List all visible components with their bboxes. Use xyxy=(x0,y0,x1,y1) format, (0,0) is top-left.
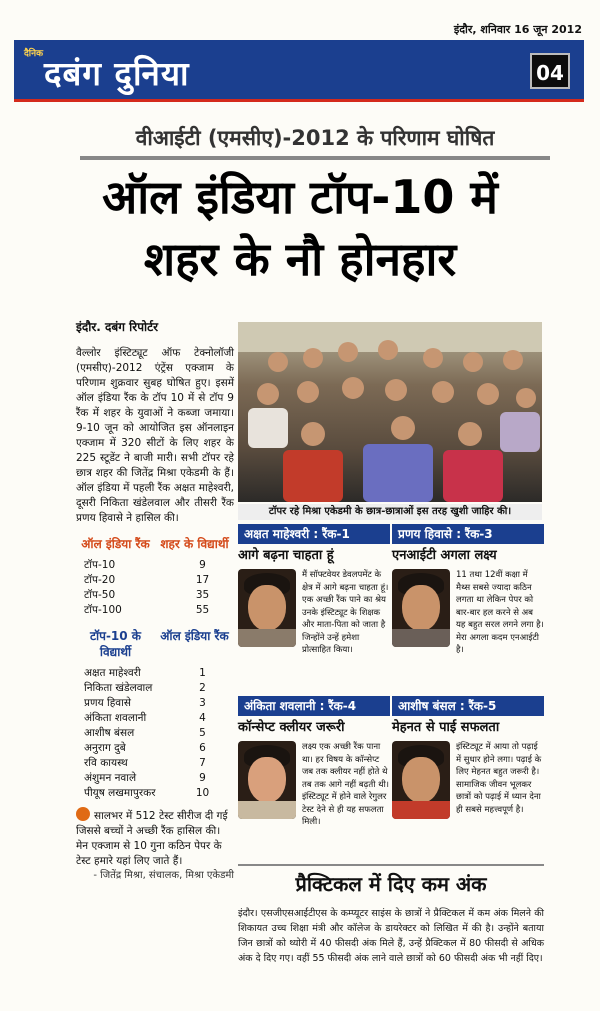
table-cell: 5 xyxy=(199,727,206,739)
table-cell: टॉप-100 xyxy=(84,604,122,616)
card-header: अंकिता शवलानी : रैंक-4 xyxy=(238,696,390,716)
table1-body xyxy=(76,558,234,618)
table-cell: पीयूष लखमापुरकर xyxy=(84,787,156,799)
student-photo xyxy=(392,741,450,819)
table-row xyxy=(76,711,234,726)
student-photo xyxy=(238,741,296,819)
table1-header-students: शहर के विद्यार्थी xyxy=(160,537,229,551)
table-cell: निकिता खंडेलवाल xyxy=(84,682,153,694)
table-cell: 2 xyxy=(199,682,206,694)
table-row xyxy=(76,558,234,573)
card-title: कॉन्सेप्ट क्लीयर जरूरी xyxy=(238,720,345,735)
table-cell: अनुराग दुबे xyxy=(84,742,126,754)
card-body xyxy=(392,569,544,689)
table-row xyxy=(76,681,234,696)
card-header: अक्षत माहेश्वरी : रैंक-1 xyxy=(238,524,390,544)
kicker-wrap xyxy=(80,122,550,154)
table-row xyxy=(76,756,234,771)
lead-paragraph: वैल्लोर इंस्टिट्यूट ऑफ टेक्नोलॉजी (एमसीए)-2012 एंट्रेंस एक्जाम के परिणाम शुक्रवार सुबह घोषित हुए। इसमें ऑल इंडिया रैंक के टॉप 10 में से टॉप 9 रैंक में शहर के युवाओं ने कब्जा जमाया। 9-10 जून को आयोजित इस ऑनलाइन एक्जाम में 320 सीटों के लिए शहर के 225 स्टूडेंट ने बाजी मारी। सभी टॉपर रहे छात्र शहर की जितेंद्र मिश्रा एकेडमी के हैं। ऑल इंडिया में पहली रैंक अक्षत माहेश्वरी, दूसरी निकिता खंडेलवाल और तीसरी रैंक प्रणय हिवासे ने हासिल की। xyxy=(76,347,234,524)
masthead xyxy=(14,40,584,102)
table-cell: 35 xyxy=(195,589,210,601)
student-photo xyxy=(238,569,296,647)
card-text: मैं सॉफ्टवेयर डेवलपमेंट के क्षेत्र में आगे बढ़ना चाहता हूं। एक अच्छी रैंक पाने का श्रेय उनके इंस्टिट्यूट के शिक्षक और माता-पिता को जाता है जिन्होंने उन्हें हमेशा प्रोत्साहित किया। xyxy=(302,570,389,655)
table2-body xyxy=(76,666,234,801)
table-cell: 9 xyxy=(199,559,206,571)
byline: इंदौर. दबंग रिपोर्टर xyxy=(76,320,159,334)
quote-attribution: - जितेंद्र मिश्रा, संचालक, मिश्रा एकेडमी xyxy=(93,870,234,881)
photo-caption: टॉपर रहे मिश्रा एकेडमी के छात्र-छात्राओं इस तरह खुशी जाहिर की। xyxy=(238,504,542,520)
card-title: एनआईटी अगला लक्ष्य xyxy=(392,548,497,563)
table-cell: 6 xyxy=(199,742,206,754)
headline-line-2: शहर के नौ होनहार xyxy=(143,232,457,286)
table2-header xyxy=(76,628,234,660)
table-row xyxy=(76,786,234,801)
card-title: मेहनत से पाई सफलता xyxy=(392,720,500,735)
table-row xyxy=(76,666,234,681)
headline xyxy=(20,166,580,290)
student-card-rank-1 xyxy=(238,524,390,689)
masthead-tagline: दैनिक xyxy=(24,49,44,59)
table-cell: 7 xyxy=(199,757,206,769)
table-cell: 9 xyxy=(199,772,206,784)
table2-header-rank: ऑल इंडिया रैंक xyxy=(160,629,229,643)
page-number: 04 xyxy=(530,53,570,89)
table-cell: 17 xyxy=(195,574,210,586)
left-column xyxy=(76,346,234,883)
table-cell: प्रणय हिवासे xyxy=(84,697,131,709)
table-cell: 3 xyxy=(199,697,206,709)
group-photo xyxy=(238,322,542,502)
table-cell: 4 xyxy=(199,712,206,724)
table-cell: 10 xyxy=(195,787,210,799)
table-cell: 55 xyxy=(195,604,210,616)
table-row xyxy=(76,603,234,618)
table1-header-rank: ऑल इंडिया रैंक xyxy=(81,537,150,551)
card-body xyxy=(238,569,390,689)
table-cell: अंकिता शवलानी xyxy=(84,712,147,724)
card-header: प्रणय हिवासे : रैंक-3 xyxy=(392,524,544,544)
card-body xyxy=(238,741,390,861)
table-cell: अक्षत माहेश्वरी xyxy=(84,667,141,679)
table-row xyxy=(76,726,234,741)
quote-text: सालभर में 512 टेस्ट सीरीज दी गई जिससे बच्चों ने अच्छी रैंक हासिल की। मेन एक्जाम से 10 गुना कठिन पेपर के टेस्ट हमारे यहां लिए जाते हैं। xyxy=(76,810,228,867)
table-cell: टॉप-20 xyxy=(84,574,116,586)
table-row xyxy=(76,588,234,603)
card-text: लक्ष्य एक अच्छी रैंक पाना था। हर विषय के कॉन्सेप्ट जब तक क्लीयर नहीं होते थे तब तक आगे नहीं बढ़ती थी। इंस्टिट्यूट में होने वाले रेगुलर टेस्ट देने से ही यह सफलता मिली। xyxy=(302,742,390,827)
table-row xyxy=(76,741,234,756)
table-row xyxy=(76,771,234,786)
card-title: आगे बढ़ना चाहता हूं xyxy=(238,548,334,563)
student-card-rank-4 xyxy=(238,696,390,861)
story-title: प्रैक्टिकल में दिए कम अंक xyxy=(238,864,544,898)
director-quote xyxy=(76,807,234,869)
table-cell: टॉप-10 xyxy=(84,559,116,571)
card-header: आशीष बंसल : रैंक-5 xyxy=(392,696,544,716)
card-text: 11 तथा 12वीं कक्षा में मैथ्स सबसे ज्यादा कठिन लगता था लेकिन पेपर को बार-बार हल करने से अब यह बहुत सरल लगने लगा है। मेरा अगला कदम एनआईटी है। xyxy=(456,570,544,655)
table-cell: आशीष बंसल xyxy=(84,727,135,739)
table-row xyxy=(76,696,234,711)
practical-marks-story xyxy=(238,864,544,966)
student-card-rank-5 xyxy=(392,696,544,861)
card-body xyxy=(392,741,544,861)
group-photo-illustration xyxy=(238,322,542,502)
table-cell: अंशुमन नवाले xyxy=(84,772,137,784)
table2-header-students: टॉप-10 के विद्यार्थी xyxy=(89,629,142,659)
student-card-rank-3 xyxy=(392,524,544,689)
table-cell: टॉप-50 xyxy=(84,589,116,601)
table-cell: 1 xyxy=(199,667,206,679)
card-text: इंस्टिट्यूट में आया तो पढ़ाई में सुधार होने लगा। पढ़ाई के लिए मेहनत बहुत जरूरी है। सामाजिक जीवन भूलकर छात्रों को पढ़ाई में ध्यान देना ही सबसे महत्त्वपूर्ण है। xyxy=(456,742,542,815)
dateline: इंदौर, शनिवार 16 जून 2012 xyxy=(453,23,582,36)
table1-header xyxy=(76,536,234,552)
kicker: वीआईटी (एमसीए)-2012 के परिणाम घोषित xyxy=(135,126,495,150)
quote-bullet-icon xyxy=(76,807,90,821)
masthead-logo: दबंग दुनिया xyxy=(44,54,190,93)
table-row xyxy=(76,573,234,588)
student-photo xyxy=(392,569,450,647)
table-cell: रवि कायस्थ xyxy=(84,757,128,769)
headline-line-1: ऑल इंडिया टॉप-10 में xyxy=(102,170,498,224)
story-text: इंदौर। एसजीएसआईटीएस के कम्प्यूटर साइंस के छात्रों ने प्रैक्टिकल में कम अंक मिलने की शिकायत उच्च शिक्षा मंत्री और कॉलेज के डायरेक्टर को लिखित में की है। उन्होंने बताया जिन छात्रों को थ्योरी में 40 फीसदी अंक मिले हैं, उन्हें प्रैक्टिकल में 80 फीसदी से अधिक अंक दे दिए गए। वहीं 55 फीसदी अंक लाने वाले छात्रों को 60 फीसदी अंक भी नहीं दिए। xyxy=(238,908,544,964)
kicker-rule xyxy=(80,156,550,160)
